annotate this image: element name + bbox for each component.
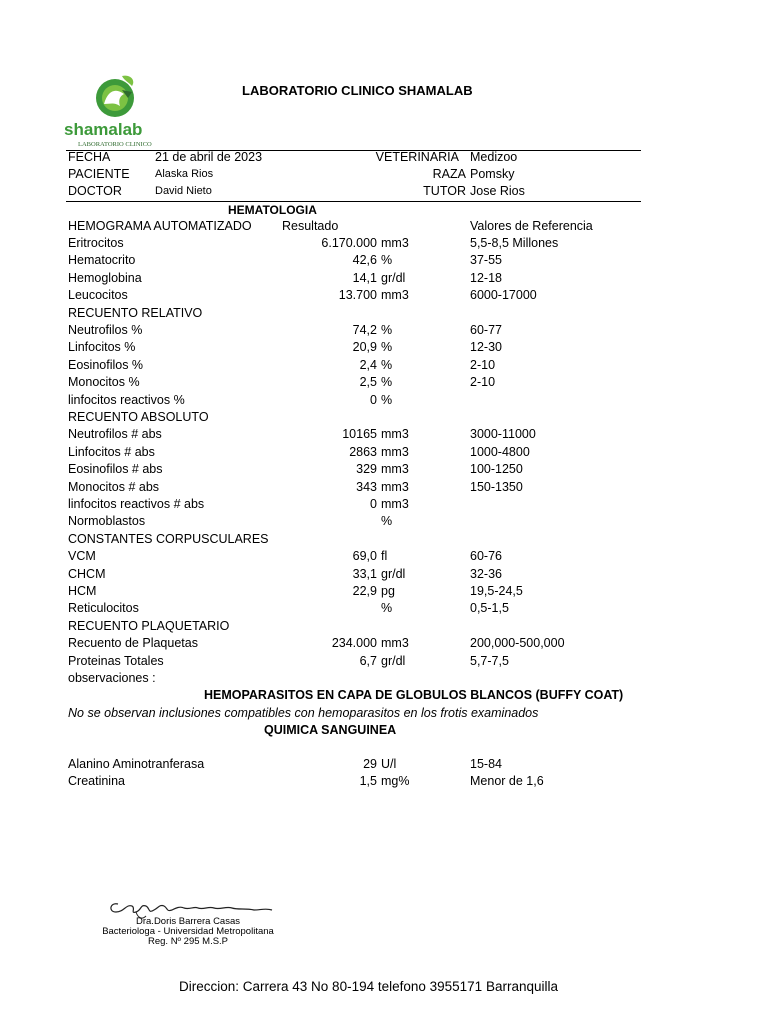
table-row <box>0 340 768 357</box>
row-value: 2863 <box>349 444 377 459</box>
row-value: 42,6 <box>352 253 377 268</box>
row-label: Proteinas Totales <box>68 653 164 668</box>
row-unit: pg <box>381 584 395 598</box>
row-label: Eosinofilos # abs <box>68 462 163 477</box>
row-reference: 100-1250 <box>470 462 523 477</box>
row-reference: 0,5-1,5 <box>470 601 509 616</box>
row-reference: 2-10 <box>470 357 496 372</box>
table-row <box>0 288 768 305</box>
row-reference: 37-55 <box>470 253 502 268</box>
row-value: 6.170.000 <box>321 236 377 250</box>
row-unit: mm3 <box>381 288 409 303</box>
row-unit: fl <box>381 549 388 564</box>
table-row <box>0 323 768 340</box>
hemoparasitos-title: HEMOPARASITOS EN CAPA DE GLOBULOS BLANCOS (BUFFY COAT) <box>204 688 624 702</box>
fecha-label: FECHA <box>68 150 111 164</box>
row-value: 234.000 <box>331 636 377 651</box>
row-reference: 12-18 <box>470 270 502 285</box>
row-label: Hemoglobina <box>68 270 142 285</box>
table-row <box>0 654 768 671</box>
fecha-value: 21 de abril de 2023 <box>155 150 263 164</box>
row-label: Neutrofilos # abs <box>68 427 162 442</box>
footer-address: Direccion: Carrera 43 No 80-194 telefono 3955171 Barranquilla <box>179 979 558 994</box>
row-label: observaciones : <box>68 671 156 685</box>
table-row <box>0 462 768 479</box>
row-reference: 60-77 <box>470 323 502 337</box>
table-row <box>0 393 768 410</box>
row-reference: 5,5-8,5 Millones <box>470 236 559 250</box>
table-row <box>0 757 768 774</box>
row-label: linfocitos reactivos % <box>68 392 185 407</box>
row-unit: mg% <box>381 774 410 789</box>
header-bottom-line <box>66 201 641 202</box>
row-unit: % <box>381 375 393 390</box>
table-row <box>0 410 768 427</box>
row-unit: % <box>381 323 393 337</box>
table-row <box>0 532 768 549</box>
table-row <box>0 671 768 688</box>
row-label: Neutrofilos % <box>68 323 143 337</box>
tutor-value: Jose Rios <box>470 184 525 198</box>
signature-name: Dra.Doris Barrera Casas <box>136 916 240 927</box>
doctor-label: DOCTOR <box>68 184 122 198</box>
row-value: 2,4 <box>359 357 377 372</box>
row-unit: mm3 <box>381 444 409 459</box>
table-row <box>0 480 768 497</box>
paciente-value: Alaska Rios <box>155 168 214 180</box>
row-label: CONSTANTES CORPUSCULARES <box>68 531 269 546</box>
row-unit: U/l <box>381 757 397 771</box>
row-unit: mm3 <box>381 462 409 477</box>
row-value: 74,2 <box>352 323 377 337</box>
row-reference: Menor de 1,6 <box>470 774 544 789</box>
shamalab-logo <box>60 72 180 152</box>
row-label: VCM <box>68 549 96 564</box>
row-value: 0 <box>370 497 377 511</box>
table-row <box>0 584 768 601</box>
table-row <box>0 427 768 444</box>
row-value: 2,5 <box>359 375 377 390</box>
row-reference: 150-1350 <box>470 479 523 494</box>
row-unit: gr/dl <box>381 270 406 285</box>
row-label: Alanino Aminotranferasa <box>68 757 205 771</box>
row-reference: 12-30 <box>470 340 502 355</box>
row-label: RECUENTO ABSOLUTO <box>68 410 209 424</box>
row-value: 1,5 <box>359 774 377 789</box>
table-row <box>0 306 768 323</box>
row-label: Linfocitos % <box>68 340 136 355</box>
row-value: 329 <box>356 462 377 477</box>
row-value: 343 <box>356 479 377 494</box>
table-row <box>0 774 768 791</box>
row-unit: gr/dl <box>381 566 406 581</box>
row-label: Eosinofilos % <box>68 357 144 372</box>
table-row <box>0 497 768 514</box>
row-value: 69,0 <box>352 549 377 564</box>
paciente-label: PACIENTE <box>68 167 130 181</box>
row-label: Creatinina <box>68 774 125 789</box>
row-label: Eritrocitos <box>68 236 124 250</box>
table-row <box>0 549 768 566</box>
row-label: Recuento de Plaquetas <box>68 636 198 651</box>
table-row <box>0 636 768 653</box>
table-row <box>0 375 768 392</box>
table-row <box>0 445 768 462</box>
signature-title: Bacteriologa - Universidad Metropolitana <box>102 926 274 937</box>
svg-text:LABORATORIO CLINICO: LABORATORIO CLINICO <box>78 141 152 148</box>
row-reference: 200,000-500,000 <box>470 636 565 651</box>
row-reference: 15-84 <box>470 757 502 771</box>
row-label: CHCM <box>68 566 106 581</box>
row-unit: mm3 <box>381 497 409 511</box>
row-value: 20,9 <box>352 340 377 355</box>
table-row <box>0 253 768 270</box>
row-value: 6,7 <box>359 653 377 668</box>
row-label: linfocitos reactivos # abs <box>68 497 205 511</box>
tutor-label: TUTOR <box>423 184 466 198</box>
row-unit: mm3 <box>381 636 409 651</box>
veterinaria-label: VETERINARIA <box>375 150 459 164</box>
column-test: HEMOGRAMA AUTOMATIZADO <box>68 219 252 233</box>
row-label: Hematocrito <box>68 253 136 268</box>
row-value: 22,9 <box>352 584 377 598</box>
row-label: Linfocitos # abs <box>68 444 155 459</box>
signature-registration: Reg. Nº 295 M.S.P <box>147 936 229 947</box>
row-label: Normoblastos <box>68 514 146 529</box>
row-label: Reticulocitos <box>68 601 139 616</box>
row-unit: % <box>381 253 393 268</box>
row-label: Monocitos % <box>68 375 140 390</box>
row-value: 14,1 <box>352 270 377 285</box>
row-value: 10165 <box>342 427 377 442</box>
row-unit: % <box>381 601 393 616</box>
column-reference: Valores de Referencia <box>470 219 593 233</box>
row-unit: mm3 <box>381 479 409 494</box>
row-unit: % <box>381 392 393 407</box>
row-label: RECUENTO PLAQUETARIO <box>68 618 230 633</box>
table-row <box>0 567 768 584</box>
row-unit: % <box>381 514 393 529</box>
row-unit: mm3 <box>381 427 409 442</box>
row-unit: % <box>381 357 393 372</box>
table-row <box>0 358 768 375</box>
column-headers <box>0 219 768 236</box>
row-value: 0 <box>370 392 377 407</box>
row-value: 13.700 <box>338 288 377 303</box>
row-unit: gr/dl <box>381 653 406 668</box>
row-label: HCM <box>68 584 97 598</box>
row-reference: 32-36 <box>470 566 502 581</box>
column-result: Resultado <box>282 219 339 233</box>
row-reference: 3000-11000 <box>470 427 536 442</box>
row-unit: % <box>381 340 393 355</box>
doctor-value: David Nieto <box>155 185 212 197</box>
raza-label: RAZA <box>432 167 466 181</box>
row-label: RECUENTO RELATIVO <box>68 305 203 320</box>
raza-value: Pomsky <box>470 167 515 181</box>
svg-text:shamalab: shamalab <box>64 120 143 139</box>
row-value: 33,1 <box>352 566 377 581</box>
hematologia-title: HEMATOLOGIA <box>228 203 317 217</box>
veterinaria-value: Medizoo <box>470 150 518 164</box>
row-label: Leucocitos <box>68 288 128 303</box>
lab-title: LABORATORIO CLINICO SHAMALAB <box>242 83 473 98</box>
row-reference: 2-10 <box>470 375 496 390</box>
row-label: Monocitos # abs <box>68 479 160 494</box>
header-top-line <box>66 150 641 151</box>
table-row <box>0 271 768 288</box>
row-unit: mm3 <box>381 236 409 250</box>
table-row <box>0 514 768 531</box>
row-reference: 1000-4800 <box>470 444 530 459</box>
row-reference: 19,5-24,5 <box>470 584 523 598</box>
hemoparasitos-text: No se observan inclusiones compatibles con hemoparasitos en los frotis examinados <box>68 706 539 720</box>
table-row <box>0 619 768 636</box>
row-reference: 60-76 <box>470 549 502 564</box>
table-row <box>0 601 768 618</box>
row-value: 29 <box>363 757 377 771</box>
row-reference: 5,7-7,5 <box>470 653 509 668</box>
table-row <box>0 236 768 253</box>
row-reference: 6000-17000 <box>470 288 537 303</box>
quimica-title: QUIMICA SANGUINEA <box>264 723 397 737</box>
